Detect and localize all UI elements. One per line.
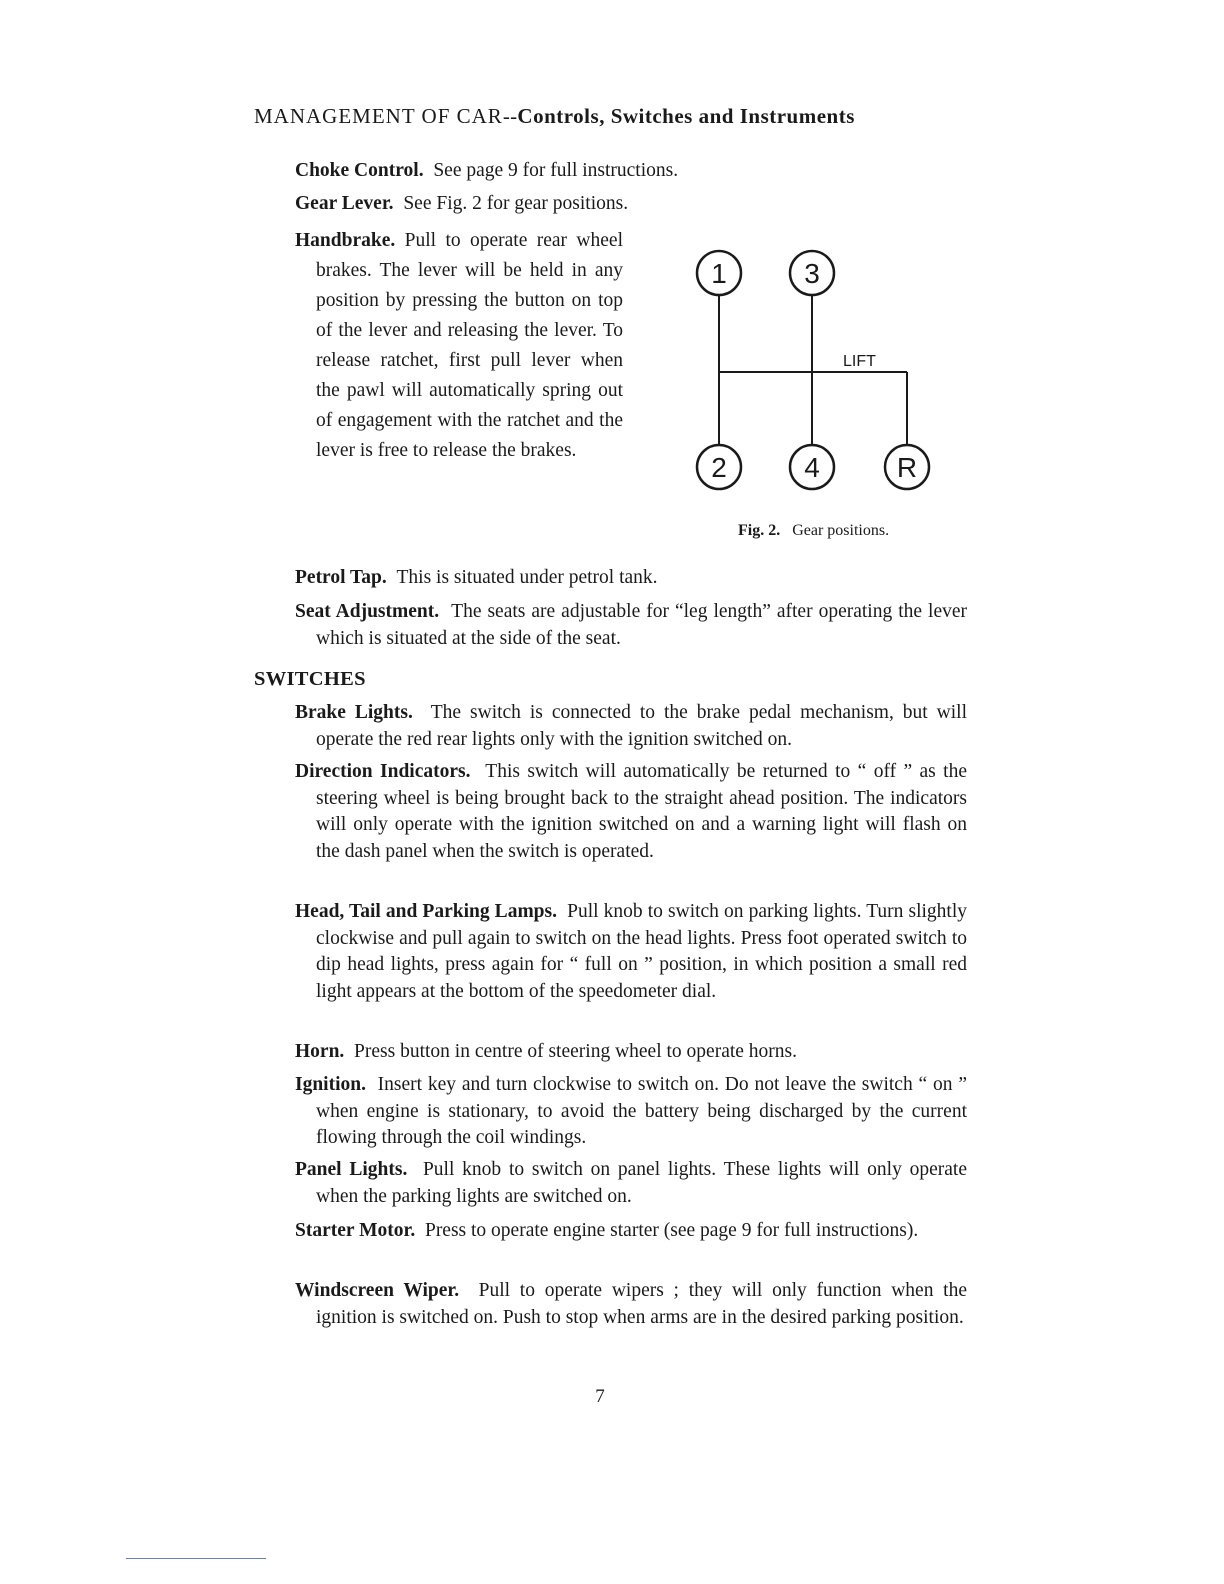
- section-heading-switches: SWITCHES: [254, 668, 366, 690]
- gear-1-label: 1: [711, 258, 727, 289]
- entry-text: Press button in centre of steering wheel to operate horns.: [354, 1041, 798, 1062]
- entry-ignition: [295, 1072, 967, 1152]
- gear-4: [790, 445, 834, 489]
- entry-text: See Fig. 2 for gear positions.: [403, 193, 629, 214]
- entry-term: Petrol Tap.: [295, 567, 387, 588]
- gear-1: [697, 251, 741, 295]
- entry-text: The switch is connected to the brake pedal mechanism, but will operate the red rear lights only with the ignition switched on.: [316, 702, 967, 750]
- entry-horn: [295, 1039, 967, 1066]
- entry-term: Horn.: [295, 1041, 345, 1062]
- entry-text: The seats are adjustable for “leg length” after operating the lever which is situated at the side of the seat.: [316, 601, 968, 649]
- gear-diagram: [688, 246, 938, 496]
- entry-brake-lights: [295, 700, 967, 753]
- footer-rule: [126, 1558, 266, 1559]
- entry-text: Pull knob to switch on parking lights. Turn slightly clockwise and pull again to switch on the head lights. Press foot operated switch to dip head lights, press again for “ full on ” position, in which position a small red light appears at the bottom of the speedometer dial.: [316, 901, 968, 1002]
- gear-reverse: [885, 445, 929, 489]
- entry-gear-lever: [295, 191, 967, 218]
- gear-3: [790, 251, 834, 295]
- entry-choke-control: [295, 158, 967, 185]
- entry-text: This is situated under petrol tank.: [396, 567, 658, 588]
- lift-label: LIFT: [843, 353, 876, 370]
- figure-caption: [738, 522, 889, 540]
- entry-panel-lights: [295, 1157, 967, 1210]
- entry-head-tail-parking-lamps: [295, 899, 967, 1005]
- entry-term: Gear Lever.: [295, 193, 394, 214]
- gear-diagram-svg: [688, 246, 938, 496]
- header-section: MANAGEMENT OF CAR: [254, 104, 503, 128]
- entry-text: Pull knob to switch on panel lights. These lights will only operate when the parking lights are switched on.: [316, 1159, 968, 1207]
- entry-text: This switch will automatically be returned to “ off ” as the steering wheel is being brought back to the straight ahead position. The indicators will only operate with the ignition switched on and a warning light will flash on the dash panel when the switch is operated.: [316, 761, 967, 862]
- entry-term: Panel Lights.: [295, 1159, 408, 1180]
- gate-lines: [719, 296, 907, 444]
- entry-term: Seat Adjustment.: [295, 601, 440, 622]
- gear-2: [697, 445, 741, 489]
- figure-caption-text: Gear positions.: [792, 522, 890, 539]
- entry-text: Press to operate engine starter (see page 9 for full instructions).: [424, 1220, 919, 1241]
- entry-petrol-tap: [295, 565, 967, 592]
- entry-direction-indicators: [295, 759, 967, 865]
- entry-text: See page 9 for full instructions.: [433, 160, 679, 181]
- entry-term: Ignition.: [295, 1074, 366, 1095]
- entry-term: Direction Indicators.: [295, 761, 471, 782]
- entry-term: Handbrake.: [295, 230, 396, 251]
- page-number: 7: [595, 1386, 605, 1407]
- entry-text: Insert key and turn clockwise to switch on. Do not leave the switch “ on ” when engine is stationary, to avoid the battery being discharged by the current flowing through the coil windings.: [316, 1074, 967, 1148]
- entry-term: Starter Motor.: [295, 1220, 416, 1241]
- entry-handbrake: [295, 226, 623, 466]
- header-dash: --: [502, 104, 518, 128]
- figure-number: Fig. 2.: [738, 522, 781, 539]
- gear-4-label: 4: [804, 452, 820, 483]
- running-header: [254, 104, 954, 129]
- gear-3-label: 3: [804, 258, 820, 289]
- entry-term: Head, Tail and Parking Lamps.: [295, 901, 557, 922]
- gear-2-label: 2: [711, 452, 727, 483]
- entry-term: Windscreen Wiper.: [295, 1280, 460, 1301]
- entry-text: Pull to operate wipers ; they will only function when the ignition is switched on. Push to stop when arms are in the desired parking position.: [316, 1280, 968, 1328]
- header-topic: Controls, Switches and Instruments: [517, 104, 855, 128]
- gear-reverse-label: R: [896, 452, 918, 483]
- entry-seat-adjustment: [295, 599, 967, 652]
- entry-term: Choke Control.: [295, 160, 424, 181]
- entry-term: Brake Lights.: [295, 702, 413, 723]
- entry-starter-motor: [295, 1218, 967, 1245]
- entry-windscreen-wiper: [295, 1278, 967, 1331]
- entry-text: Pull to operate rear wheel brakes. The lever will be held in any position by pressing the button on top of the lever and releasing the lever. To release ratchet, first pull lever when the pawl will automatically spring out of engagement with the ratchet and the lever is free to release the brakes.: [316, 230, 623, 461]
